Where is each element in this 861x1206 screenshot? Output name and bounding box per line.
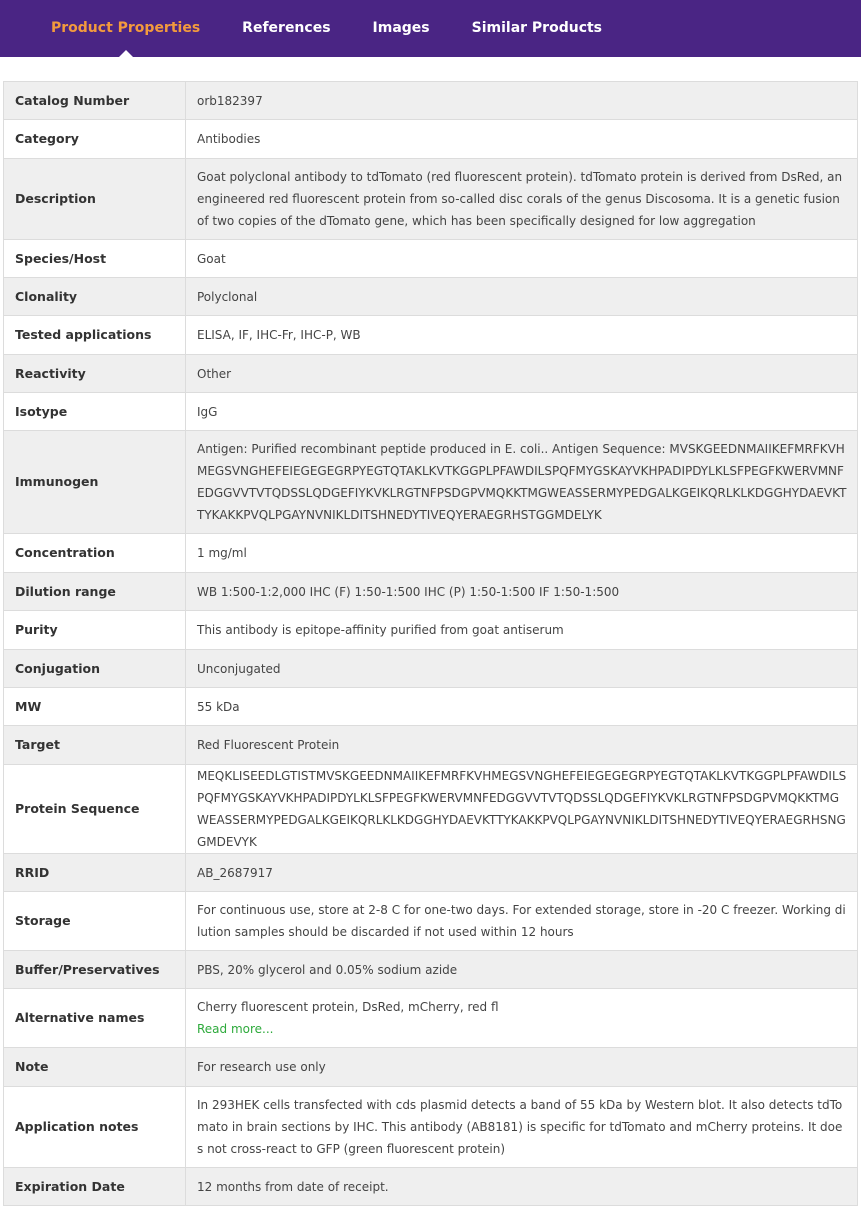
row-label: Note (4, 1048, 186, 1087)
row-label: Conjugation (4, 650, 186, 688)
table-row (4, 1087, 858, 1168)
row-value: Goat polyclonal antibody to tdTomato (red fluorescent protein). tdTomato protein is derived from DsRed, an engineered red fluorescent protein from so-called disc corals of the genus Discosoma. It is a genetic fusion of two copies of the dTomato gene, which has been specifically designed for low aggregation (186, 159, 858, 240)
row-label: Isotype (4, 393, 186, 431)
row-value: Goat (186, 240, 858, 278)
row-value: AB_2687917 (186, 854, 858, 892)
row-label: MW (4, 688, 186, 726)
table-row (4, 1048, 858, 1087)
row-value: IgG (186, 393, 858, 431)
row-value: Red Fluorescent Protein (186, 726, 858, 765)
row-label: Purity (4, 611, 186, 650)
row-label: Immunogen (4, 431, 186, 534)
alternative-names-text: Cherry fluorescent protein, DsRed, mCherry, red fl (197, 1000, 499, 1014)
table-row (4, 159, 858, 240)
tab-similar-products[interactable]: Similar Products (471, 20, 603, 36)
row-label: Category (4, 120, 186, 159)
table-row (4, 854, 858, 892)
table-row (4, 892, 858, 951)
table-row (4, 278, 858, 316)
row-value: Other (186, 355, 858, 393)
row-label: Target (4, 726, 186, 765)
table-row (4, 650, 858, 688)
row-label: Storage (4, 892, 186, 951)
row-label: Species/Host (4, 240, 186, 278)
row-label: Expiration Date (4, 1168, 186, 1206)
row-label: Description (4, 159, 186, 240)
row-value (186, 989, 858, 1048)
tab-bar (0, 0, 861, 57)
read-more-link[interactable]: Read more... (197, 1022, 274, 1036)
row-value: PBS, 20% glycerol and 0.05% sodium azide (186, 951, 858, 989)
row-value: This antibody is epitope-affinity purified from goat antiserum (186, 611, 858, 650)
row-value: ELISA, IF, IHC-Fr, IHC-P, WB (186, 316, 858, 355)
row-label: Dilution range (4, 573, 186, 611)
product-properties-table (3, 81, 858, 1206)
row-value: MEQKLISEEDLGTISTMVSKGEEDNMAIIKEFMRFKVHMEGSVNGHEFEIEGEGEGRPYEGTQTAKLKVTKGGPLPFAWDILSPQFMYGSKAYVKHPADIPDYLKLSFPEGFKWERVMNFEDGGVVTVTQDSSLQDGEFIYKVKLRGTNFPSDGPVMQKKTMGWEASSERMYPEDGALKGEIKQRLKLKDGGHYDAEVKTTYKAKKPVQLPGAYNVNIKLDITSHNEDYTIVEQYERAEGRHSNGGMDEVYK (186, 765, 858, 854)
table-row (4, 726, 858, 765)
row-value: Polyclonal (186, 278, 858, 316)
row-value: Unconjugated (186, 650, 858, 688)
row-value: In 293HEK cells transfected with cds plasmid detects a band of 55 kDa by Western blot. It also detects tdTomato in brain sections by IHC. This antibody (AB8181) is specific for tdTomato and mCherry proteins. It does not cross-react to GFP (green fluorescent protein) (186, 1087, 858, 1168)
table-row (4, 765, 858, 854)
row-value: For continuous use, store at 2-8 C for one-two days. For extended storage, store in -20 C freezer. Working dilution samples should be discarded if not used within 12 hours (186, 892, 858, 951)
table-row (4, 82, 858, 120)
table-row (4, 989, 858, 1048)
row-label: Tested applications (4, 316, 186, 355)
table-row (4, 688, 858, 726)
table-row (4, 316, 858, 355)
row-value: 1 mg/ml (186, 534, 858, 573)
table-row (4, 534, 858, 573)
table-row (4, 573, 858, 611)
table-row (4, 951, 858, 989)
row-value: 12 months from date of receipt. (186, 1168, 858, 1206)
row-label: Concentration (4, 534, 186, 573)
table-row (4, 120, 858, 159)
row-label: Reactivity (4, 355, 186, 393)
table-row (4, 393, 858, 431)
row-label: Alternative names (4, 989, 186, 1048)
row-label: Buffer/Preservatives (4, 951, 186, 989)
product-properties-panel (3, 81, 858, 1206)
row-label: Protein Sequence (4, 765, 186, 854)
row-value: 55 kDa (186, 688, 858, 726)
row-value: orb182397 (186, 82, 858, 120)
table-row (4, 431, 858, 534)
table-row (4, 611, 858, 650)
table-row (4, 355, 858, 393)
tab-product-properties[interactable]: Product Properties (30, 0, 221, 57)
tab-images[interactable]: Images (372, 20, 430, 36)
row-value: Antigen: Purified recombinant peptide produced in E. coli.. Antigen Sequence: MVSKGEEDNMAIIKEFMRFKVHMEGSVNGHEFEIEGEGEGRPYEGTQTAKLKVTKGGPLPFAWDILSPQFMYGSKAYVKHPADIPDYLKLSFPEGFKWERVMNFEDGGVVTVTQDSSLQDGEFIYKVKLRGTNFPSDGPVMQKKTMGWEASSERMYPEDGALKGEIKQRLKLKDGGHYDAEVKTTYKAKKPVQLPGAYNVNIKLDITSHNEDYTIVEQYERAEGRHSTGGMDELYK (186, 431, 858, 534)
row-value: Antibodies (186, 120, 858, 159)
row-label: Clonality (4, 278, 186, 316)
row-value: WB 1:500-1:2,000 IHC (F) 1:50-1:500 IHC (P) 1:50-1:500 IF 1:50-1:500 (186, 573, 858, 611)
row-label: Application notes (4, 1087, 186, 1168)
table-row (4, 240, 858, 278)
row-value: For research use only (186, 1048, 858, 1087)
row-label: Catalog Number (4, 82, 186, 120)
row-label: RRID (4, 854, 186, 892)
tab-references[interactable]: References (242, 20, 331, 36)
